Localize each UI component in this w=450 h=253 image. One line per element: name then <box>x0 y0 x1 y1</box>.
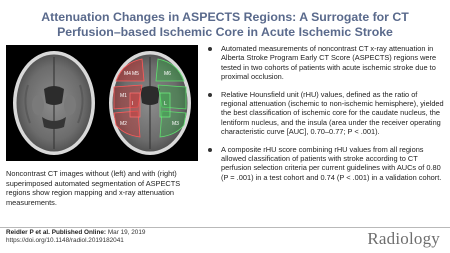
key-point <box>206 145 444 183</box>
key-point-text: A composite rHU score combining rHU values from all regions allowed classification of patients with stroke according to CT perfusion selection criteria per current guidelines with AUCs of 0.80 (P = .001) in a test cohort and 0.74 (P < .001) in a validation cohort. <box>221 144 442 182</box>
bullet-dot-icon <box>208 148 212 152</box>
region-label-m4: M4 <box>124 71 131 77</box>
bullet-dot-icon <box>208 93 212 97</box>
region-label-m2: M2 <box>120 121 127 127</box>
region-label-m3: M3 <box>172 121 179 127</box>
key-point <box>206 44 444 82</box>
ct-image-plain <box>6 45 102 161</box>
bullet-dot-icon <box>208 47 212 51</box>
citation-date: Mar 19, 2019 <box>107 229 146 236</box>
key-point-text: Relative Hounsfield unit (rHU) values, defined as the ratio of regional attenuation (ischemic to non-ischemic hemisphere), yielded the best classification of ischemic core for the caudate nucleus, the lentiform nucleus, and the insula (area under the receiver operating characteristic curve [AUC], 0.70–0.77; P < .001). <box>221 89 444 137</box>
region-label-l: L <box>164 101 167 107</box>
region-label-m5: M5 <box>132 71 139 77</box>
doi-link[interactable]: https://doi.org/10.1148/radiol.2019182041 <box>6 237 124 245</box>
ct-image-segmented <box>102 45 198 161</box>
key-points-list <box>206 44 444 182</box>
slide-title <box>0 10 450 40</box>
region-label-m6: M6 <box>164 71 171 77</box>
citation <box>6 229 145 246</box>
citation-authors: Reidler P et al. Published Online: <box>6 229 107 236</box>
ct-figure <box>6 45 198 161</box>
key-point-text: Automated measurements of noncontrast CT x-ray attenuation in Alberta Stroke Program Early CT Score (ASPECTS) regions were tested in two cohorts of patients with acute ischemic stroke due to proximal occlusion. <box>221 44 437 82</box>
figure-caption: Noncontrast CT images without (left) and with (right) superimposed automated segmentation of ASPECTS regions show region mapping and x-ray attenuation measurements. <box>6 169 181 207</box>
footer-divider <box>0 227 450 228</box>
region-label-i: I <box>132 101 134 107</box>
title-line-1: Attenuation Changes in ASPECTS Regions: A Surrogate for CT <box>41 10 409 24</box>
key-point <box>206 90 444 137</box>
journal-logo: Radiology <box>367 229 440 248</box>
title-line-2: Perfusion–based Ischemic Core in Acute Ischemic Stroke <box>57 25 393 39</box>
region-label-m1: M1 <box>120 93 127 99</box>
